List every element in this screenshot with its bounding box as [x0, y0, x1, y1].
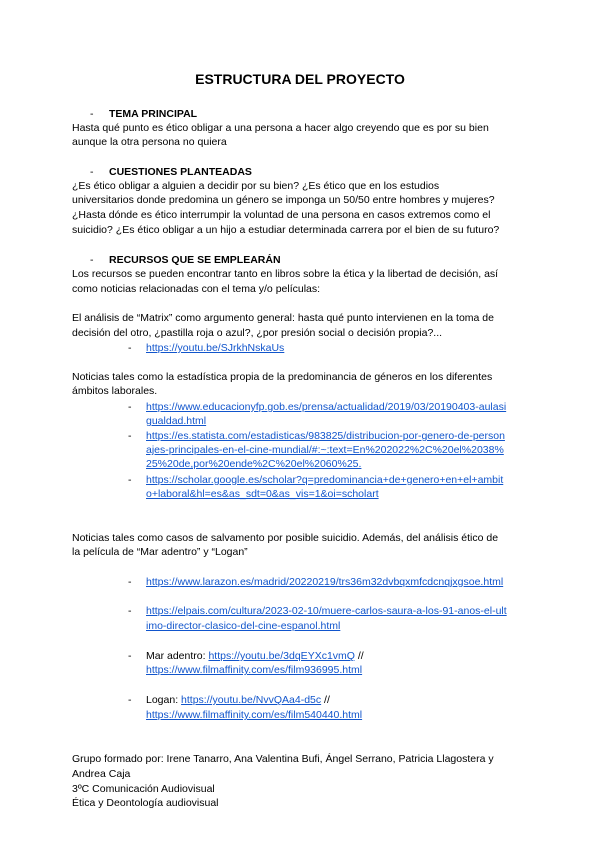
- bullet-dash: -: [90, 166, 94, 178]
- paragraph-line: Los recursos se pueden encontrar tanto en libros sobre la ética y la libertad de decisión, así: [72, 268, 499, 280]
- paragraph-line: Noticias tales como casos de salvamento por posible suicidio. Además, del análisis ético de: [72, 532, 499, 544]
- link-matrix-youtube[interactable]: https://youtu.be/SJrkhNskaUs: [146, 342, 285, 354]
- paragraph-line: aunque la otra persona no quiera: [72, 136, 227, 148]
- paragraph-line: universitarios donde predomina un género se imponga un 50/50 entre hombres y mujeres?: [72, 194, 495, 206]
- paragraph-line: ámbitos laborales.: [72, 385, 158, 397]
- bullet-dash: -: [90, 254, 94, 266]
- bullet-dash: -: [128, 430, 132, 442]
- mar-adentro-label: Mar adentro:: [146, 650, 209, 662]
- link-logan-filmaffinity[interactable]: https://www.filmaffinity.com/es/film540440.html: [146, 709, 363, 721]
- link-statista-cont[interactable]: ajes-principales-en-el-cine-mundial/#:~:text=En%202022%2C%20el%2038%: [146, 444, 504, 456]
- bullet-dash: -: [128, 605, 132, 617]
- bullet-dash: -: [128, 342, 132, 354]
- paragraph-line: como noticias relacionadas con el tema y/o películas:: [72, 283, 321, 295]
- section-heading-recursos: RECURSOS QUE SE EMPLEARÁN: [109, 254, 281, 266]
- paragraph-line: ¿Es ético obligar a alguien a decidir por su bien? ¿Es ético que en los estudios: [72, 180, 440, 192]
- bullet-dash: -: [128, 401, 132, 413]
- section-heading-tema: TEMA PRINCIPAL: [109, 108, 198, 120]
- page-title: ESTRUCTURA DEL PROYECTO: [195, 71, 405, 87]
- paragraph-line: El análisis de “Matrix” como argumento general: hasta qué punto intervienen en la toma de: [72, 312, 494, 324]
- paragraph-line: suicidio? ¿Es ético obligar a un hijo a estudiar determinada carrera por el bien de su futuro?: [72, 224, 500, 236]
- logan-line: [146, 694, 330, 707]
- footer-line: Ética y Deontología audiovisual: [72, 797, 219, 809]
- paragraph-line: Hasta qué punto es ético obligar a una persona a hacer algo creyendo que es por su bien: [72, 122, 489, 134]
- bullet-dash: -: [128, 650, 132, 662]
- footer-line: 3ºC Comunicación Audiovisual: [72, 783, 215, 795]
- mar-adentro-line: [146, 650, 364, 663]
- footer-line: Grupo formado por: Irene Tanarro, Ana Valentina Bufi, Ángel Serrano, Patricia Llagostera y: [72, 753, 494, 765]
- logan-label: Logan:: [146, 694, 182, 706]
- paragraph-line: la película de “Mar adentro” y “Logan”: [72, 546, 248, 558]
- link-scholar[interactable]: https://scholar.google.es/scholar?q=predominancia+de+genero+en+el+ambit: [146, 474, 504, 486]
- link-elpais-cont[interactable]: imo-director-clasico-del-cine-espanol.html: [146, 620, 341, 632]
- link-mar-adentro-youtube[interactable]: https://youtu.be/3dqEYXc1vmQ: [208, 650, 355, 662]
- bullet-dash: -: [128, 474, 132, 486]
- bullet-dash: -: [128, 576, 132, 588]
- link-scholar-cont[interactable]: o+laboral&hl=es&as_sdt=0&as_vis=1&oi=scholart: [146, 488, 379, 500]
- paragraph-line: ¿Hasta dónde es ético interrumpir la voluntad de una persona en casos extremos como el: [72, 209, 491, 221]
- link-separator: //: [321, 694, 330, 706]
- paragraph-line: decisión del otro, ¿pastilla roja o azul?, ¿por presión social o decisión propia?...: [72, 327, 443, 339]
- link-larazon[interactable]: https://www.larazon.es/madrid/20220219/trs36m32dvbqxmfcdcnqjxgsoe.html: [146, 576, 504, 588]
- link-statista[interactable]: https://es.statista.com/estadisticas/983825/distribucion-por-genero-de-person: [146, 430, 505, 442]
- link-educacion[interactable]: https://www.educacionyfp.gob.es/prensa/actualidad/2019/03/20190403-aulasi: [146, 401, 507, 413]
- bullet-dash: -: [128, 694, 132, 706]
- footer-line: Andrea Caja: [72, 768, 131, 780]
- link-elpais[interactable]: https://elpais.com/cultura/2023-02-10/muere-carlos-saura-a-los-91-anos-el-ult: [146, 605, 507, 617]
- link-separator: //: [354, 650, 364, 662]
- link-logan-youtube[interactable]: https://youtu.be/NvvQAa4-d5c: [181, 694, 322, 706]
- link-educacion-cont[interactable]: gualdad.html: [146, 415, 207, 427]
- section-heading-cuestiones: CUESTIONES PLANTEADAS: [109, 166, 252, 178]
- bullet-dash: -: [90, 108, 94, 120]
- link-statista-cont[interactable]: 25%20de,por%20ende%2C%20el%2060%25.: [146, 458, 362, 470]
- paragraph-line: Noticias tales como la estadística propia de la predominancia de géneros en los diferentes: [72, 371, 493, 383]
- link-mar-adentro-filmaffinity[interactable]: https://www.filmaffinity.com/es/film936995.html: [146, 664, 363, 676]
